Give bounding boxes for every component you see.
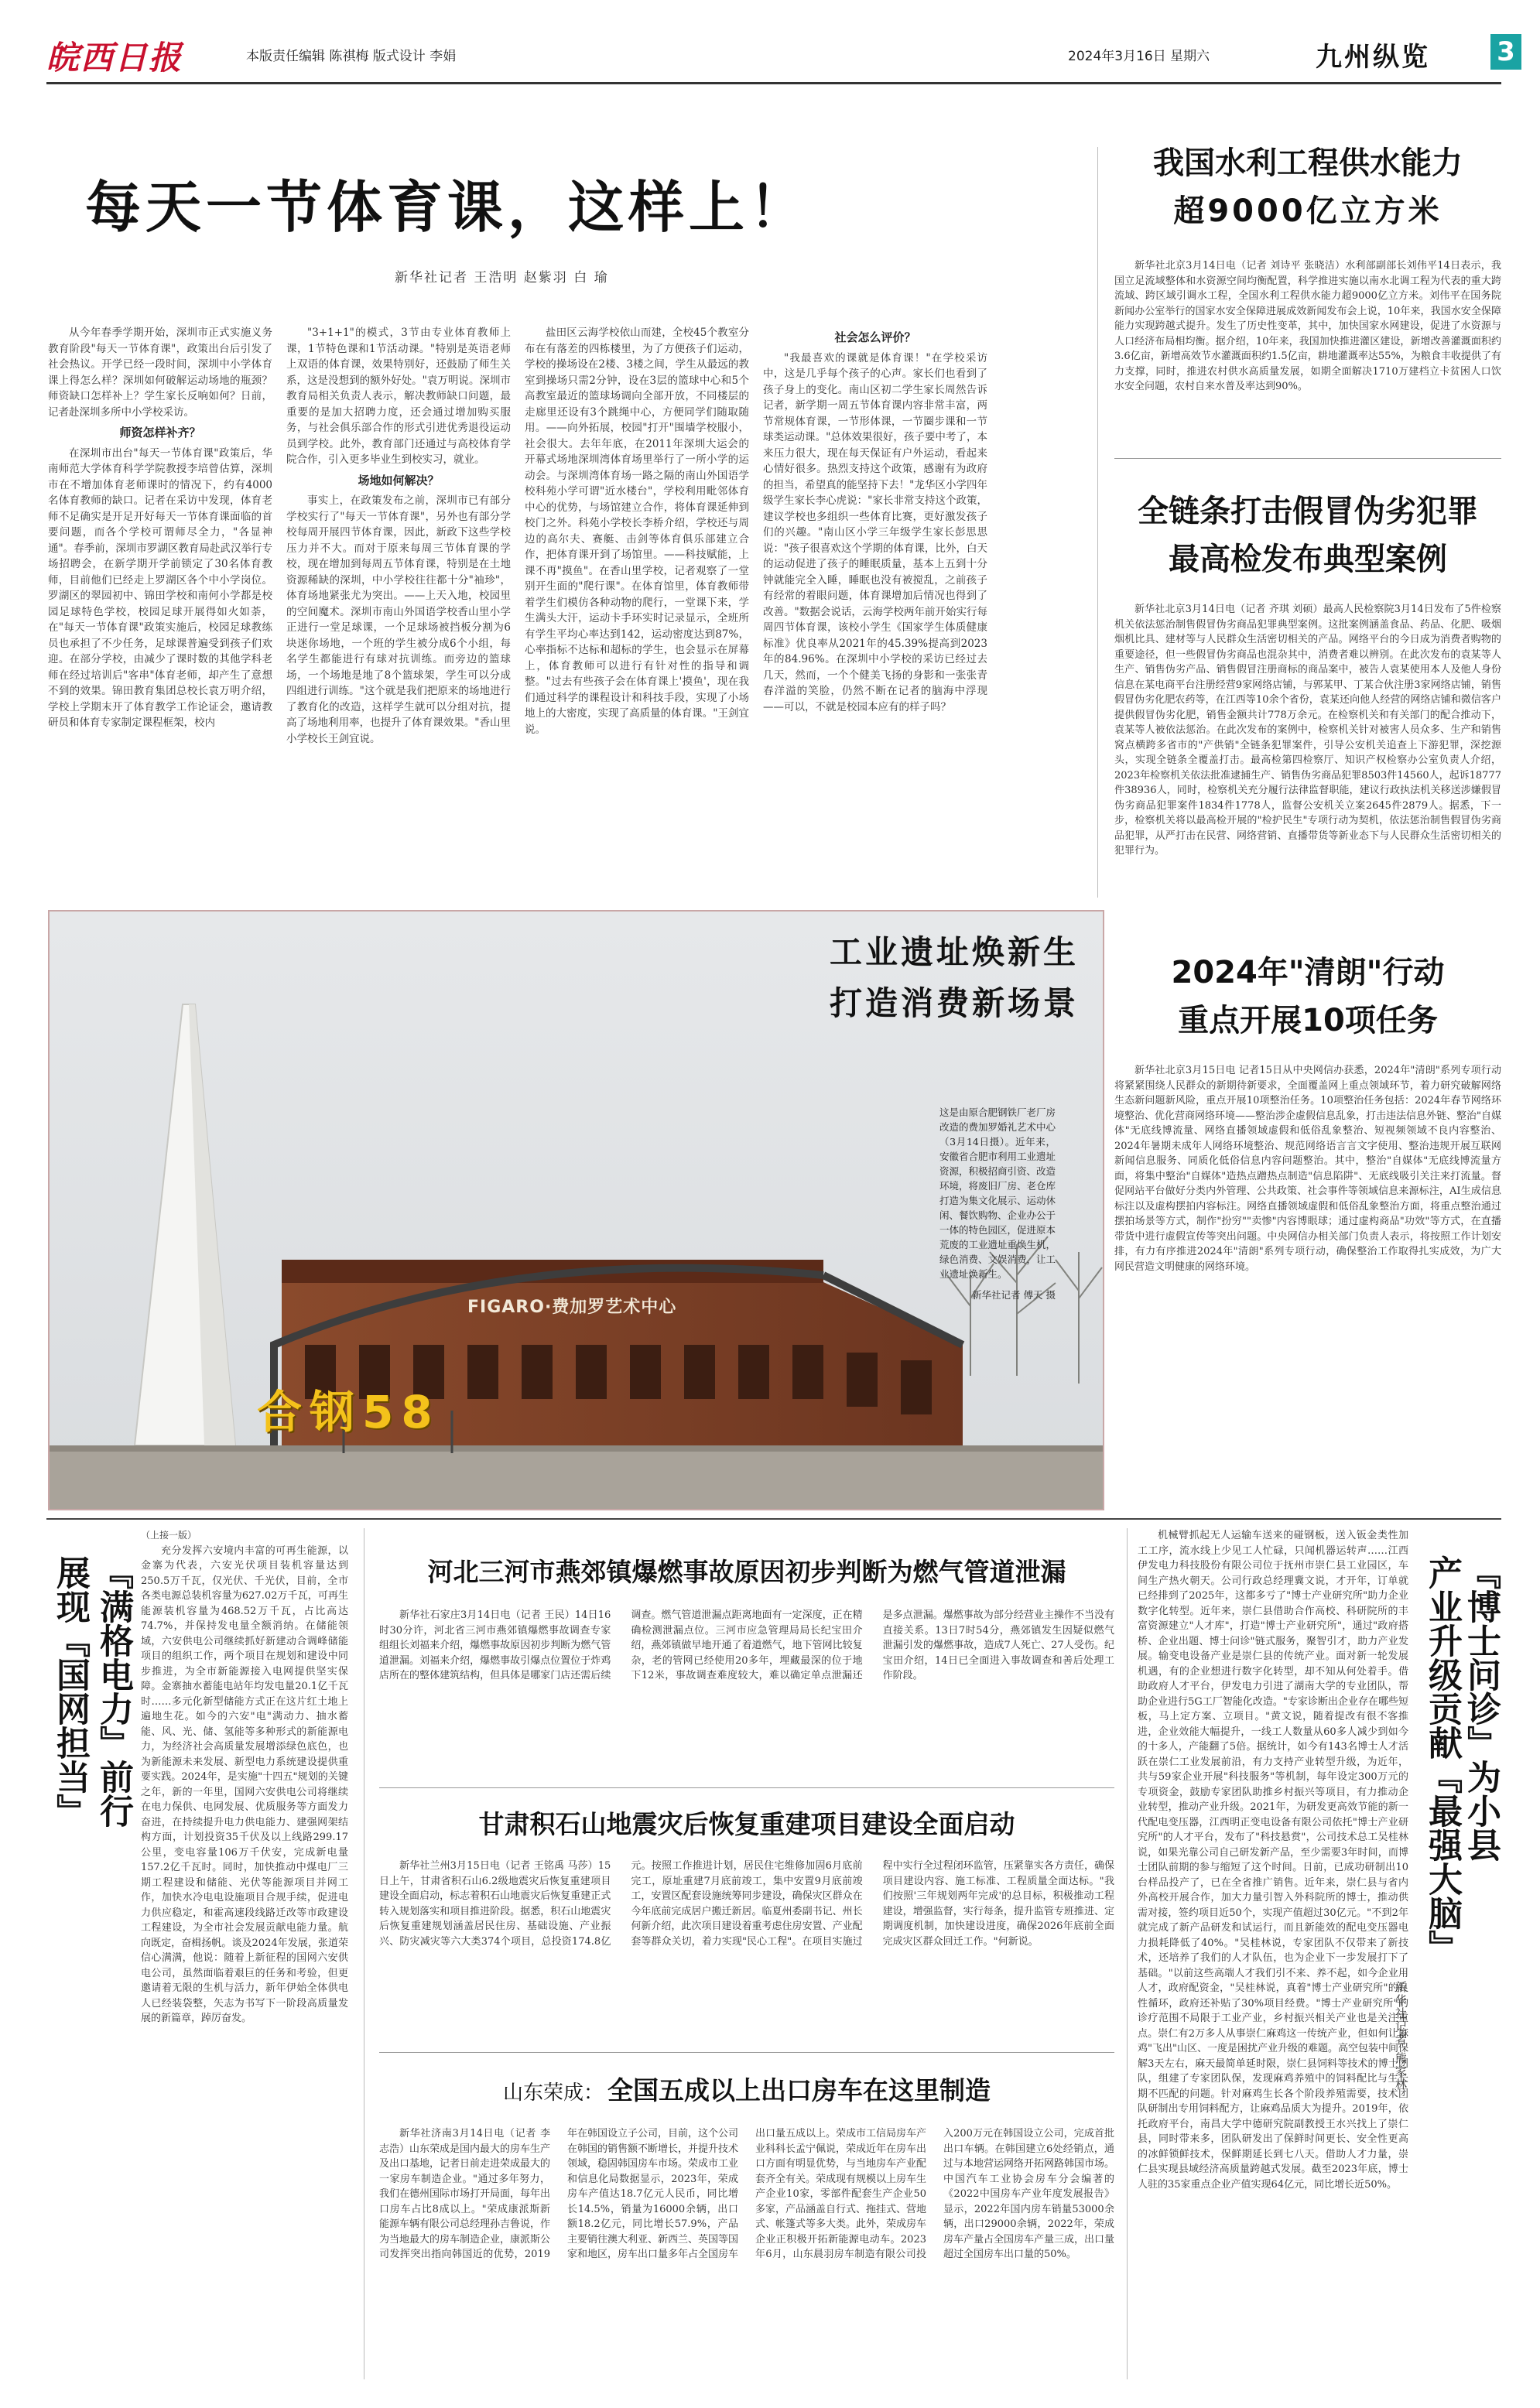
continued-note: （上接一版） (141, 1530, 197, 1541)
boshi-byline: 新华社记者 熊家林 (1394, 1981, 1408, 2092)
issue-date: 2024年3月16日 星期六 (1068, 49, 1210, 64)
lead-col-4: 社会怎么评价？ "我最喜欢的课就是体育课！"在学校采访中，这是几乎每个孩子的心声。家长们也看到了孩子身上的变化。南山区初二学生家长周然告诉记者，新学期一周五节体育课内容非常丰富，两节常规体育课，一节形体课，一节圈步课和一节球类运动课。"总体效果很好，孩子要中考了，本来压力很大，现在每天保证有户外运动，看起来心情好很多。热烈支持这个政策，感谢有为政府的担当，希望真的能坚持下去！"龙华区小学四年级学生家长李心虎说："家长非常支持这个政策，建议学校也多组织一些体育比赛，更好激发孩子们的兴趣。"南山区小学三年级学生家长彭思思说："孩子很喜欢这个学期的体育课，比外，白天的运动促进了孩子的睡眠质量，基本上五到十分钟就能完全入睡，睡眠也没有被搅乱，之前孩子有经常的着眼问题，体育课增加后情况也得到了改善。"数据会说话，云海学校两年前开始实行每周四节体育课，该校小学生《国家学生体质健康标准》优良率从2021年的45.39%提高到2023年的84.96%。在深圳中小学校的采访已经过去几天，然而，一个个健美飞扬的身影和一张张青春洋溢的笑脸，仍然不断在记者的脑海中浮现——可以，不就是校园本应有的样子吗？ (763, 330, 987, 713)
gansu-body: 新华社兰州3月15日电（记者 王铭禹 马莎）15日上午，甘肃省积石山6.2级地震灾后恢复重建项目建设全面启动，标志着积石山地震灾后恢复重建正式转入规划落实和项目推进阶段。据悉，积石山地震灾后恢复重建规划涵盖居民住房、基础设施、产业振兴、防灾减灾等六大类374个项目，总投资174.8亿元。按照工作推进计划，居民住宅维修加固6月底前完工，原址重建7月底前竣工，集中安置9月底前竣工，安置区配套设施统筹同步建设，确保灾区群众在今年底前完成居户搬迁新居。临夏州委副书记、州长何新介绍，此次项目建设着重考虑住房安置、产业配套等群众关切，着力实现"民心工程"。在项目实施过程中实行全过程闭环监管，压紧靠实各方责任，确保项目建设内容、施工标准、工程质量全面达标。"我们按照'三年规划两年完成'的总目标，积极推动工程建设，增强监督，实行每条，提升监管专班推进、定期调度机制，加快建设进度，确保2026年底前全面完成灾区群众回迁工作。"何新说。 (379, 1860, 1114, 1948)
rongcheng-body: 新华社济南3月14日电（记者 李志浩）山东荣成是国内最大的房车生产及出口基地，记者日前走进荣成最大的一家房车制造企业。"通过多年努力，我们在德州国际市场打开局面，每年出口房车占比8成以上。"荣成康派斯新能源车辆有限公司总经理孙吉鲁说，作为当地最大的房车制造企业，康派斯公司发挥突出指向韩国近的优势，2019年在韩国设立子公司，目前，这个公司在韩国的销售额不断增长，并提升技术领域，稳固韩国房车市场。荣成市工业和信息化局数据显示，2023年，荣成房车产值达18.7亿元人民币，同比增长14.5%，销量为16000余辆，出口额18.2亿元，同比增长57.9%，产品主要销往澳大利亚、新西兰、英国等国家和地区，房车出口量多年占全国房车出口量五成以上。荣成市工信局房车产业科科长孟宁佩说，荣成近年在房车出口方面有明显优势，与当地房车产业配套齐全有关。荣成现有规模以上房车生产企业10家，零部件配套生产企业50多家，产品涵盖自行式、拖挂式、营地式、帐篷式等多大类。此外，荣成房车企业正积极开拓新能源电动车。2023年6月，山东晨羽房车制造有限公司投入200万元在韩国设立公司，完成首批出口车辆。在韩国建立6处经销点，通过与本地营运网络开拓网路韩国市场。中国汽车工业协会房车分会编著的《2022中国房车产业年度发展报告》显示，2022年国内房车销量53000余辆，出口29000余辆，2022年，荣成房车产量占全国房车产量三成，出口量超过全国房车出口量的50%。 (379, 2128, 1114, 2260)
newspaper-logo: 皖西日报 (46, 39, 183, 77)
rongcheng-title (379, 2071, 1114, 2107)
building-sign: FIGARO·费加罗艺术中心 (467, 1298, 677, 1317)
sanhe-title: 河北三河市燕郊镇爆燃事故原因初步判断为燃气管道泄漏 (427, 1557, 1066, 1587)
water-body: 新华社北京3月14日电（记者 刘诗平 张晓洁）水利部副部长刘伟平14日表示，我国立足流域整体和水资源空间均衡配置，科学推进实施以南水北调工程为代表的重大跨流域、跨区域引调水工程，全国水利工程供水能力超9000亿立方米。刘伟平在国务院新闻办公室举行的国家水安全保障进展成效新闻发布会上说，10年来，我国水安全保障能力实现跨越式提升。发生了历史性变革，其中，加快国家水网建设，促进了水资源与人口经济布局相均衡。据介绍，10年来，我国加快推进灌区建设，新增改善灌溉面积约3.6亿亩，新增高效节水灌溉面积约1.5亿亩，耕地灌溉率达55%，为粮食丰收提供了有力支撑，同时，推进农村供水高质量发展，如期全面解决1710万建档立卡贫困人口饮水安全问题，农村自来水普及率达到90%。 (1114, 260, 1501, 392)
boshi-body: 机械臂抓起无人运输车送来的碰钢板，送入钣金类性加工工序，流水线上少见工人忙碌，只闻机器运转声……江西伊发电力科技股份有限公司位于抚州市崇仁县工业园区，车间生产热火朝天。公司行政总经理冀文说，才开年，订单就已经排到了2025年，这都多亏了"博士产业研究所"助力企业数字化转型。近年来，崇仁县借助合作高校、科研院所的丰富资源建立"人才库"，打造"博士产业研究所"，通过"政府搭桥、企业出题、博士问诊"链式服务，聚智引才，助力产业发展。输变电设备产业是崇仁县的传统产业。面对新一轮发展机遇，有的企业想进行数字化转型，却不知从何处着手。借助政府人才平台，伊发电力引进了湖南大学的专业团队，帮助企业进行5G工厂智能化改造。"专家诊断出企业存在哪些短板，马上定方案、立项目。"黄文说，随着提改有很不客推进，企业效能大幅提升，一线工人数量从60多人减少到如今的十多人，产能翻了5倍。据统计，如今有143名博士人才活跃在崇仁工业发展前沿，有力支持产业转型升级，为近年，共与59家企业开展"科技服务"等机制，每年设定300万元的专项资金，鼓励专家团队助推乡村振兴等项目，有力推动企业转型，推动产业升级。2021年，为研发更高效节能的新一代配电变压器，江西明正变电设备有限公司依托"博士产业研究所"的人才平台，发布了"科技悬赏"，公司技术总工吴桂林说，如果光靠公司自己研发新产品，至少需要3年时间，而博士团队前期的参与缩短了这个时间。日前，已成功研制出10台样品投产了，已在全省推广销售。近年来，崇仁县与省内外高校开展合作，加大力量引智入外科院所的博士，推动供需对接，签约项目近50个，实现产值超过30亿元。"不到2年就完成了新产品研发和试运行，而且新能效的配电变压器电力损耗降低了40%。"吴桂林说，专家团队不仅带来了新技术，还培养了我们的人才队伍，也为企业下一步发展打下了基础。"以前这些高端人才我们引不来、养不起，如今企业用人才，政府配资金，"吴桂林说，真着"博士产业研究所"的良性循环，政府还补贴了30%项目经费。"博士产业研究所"的诊疗范围不局限于工业产业，乡村振兴相关产业也是关注重点。崇仁有2万多人从事崇仁麻鸡这一传统产业，但如何让麻鸡"飞出"山区、一度是困扰产业升级的难题。高空包装中间保解3天左右，麻天最简单延时限，崇仁县饲料等技术的博士团队，组建了专家团队保，发现麻鸡养殖中的饲料配比与生长期不匹配的问题。针对麻鸡生长各个阶段养殖需要，技术团队研制出专用饲料配方，让麻鸡品质大为提升。2019年，依托政府平台，南昌大学中德研究院副教授王水兴找上了崇仁县，同时带来多，团队研发出了保鲜时间更长、安全性更高的冰鲜锁鲜技术，保鲜期延长到七八天。借助人才力量，崇仁县实现县域经济高质量跨越式发展。截至2023年底，博士人驻的35家重点企业产值实现64亿元，同比增长近50%。 (1138, 1530, 1408, 2191)
lead-byline: 新华社记者 王浩明 赵紫羽 白 瑜 (395, 270, 609, 286)
lead-col-1: 从今年春季学期开始，深圳市正式实施义务教育阶段"每天一节体育课"，政策出台后引发了社会热议。开学已经一段时间，深圳中小学体育课上得怎么样？深圳如何破解运动场地的瓶颈？师资缺口怎样补上？学生家长反响如何？日前，记者赴深圳多所中小学校采访。 师资怎样补齐？ 在深圳市出台"每天一节体育课"政策后，华南师范大学体育科学学院教授李培曾估算，深圳市在不增加体育老师课时的情况下，约有4000名体育教师的缺口。记者在采访中发现，体育老师不足确实是开足开好每天一节体育课面临的首要问题，而各个学校可谓师尽全力，"各显神通"。春季前，深圳市罗湖区教育局赴武汉举行专场招聘会，在新学期开学前锁定了30名体育教师，目前他们已经走上罗湖区各个中小学岗位。罗湖区的翠园初中、锦田学校和南何小学都是校园足球特色学校，校园足球开展得如火如荼，在"每天一节体育课"政策实施后，校园足球教练员也承担了不少任务，足球课普遍受到孩子们欢迎。在部分学校，由减少了课时数的其他学科老师在经过培训后"客串"体育老师，却产生了意想不到的效果。锦田教育集团总校长袁万明介绍，学校上学期末开了体育教学工作论证会，邀请教研员和体育专家制定课程框架，校内 (48, 327, 272, 729)
power-body: （上接一版） 充分发挥六安境内丰富的可再生能源，以金寨为代表，六安光伏项目装机容量达到250.5万千瓦，仅光伏、千光伏，目前，全市各类电源总装机容量为627.02万千瓦，可再生能源装机容量为468.52万千瓦，占比高达74.7%，并保持发电量全额消纳。在储能领域，六安供电公司继续抓好新建动合调峰储能项目的组织工作，两个项目在规划和建设中同步推进，为全市新能源接入电网提供坚实保障。金寨抽水蓄能电站年均发电量20.1亿千瓦时……多元化新型储能方式正在这片红土地上遍地生花。如今的六安"电"满动力、抽水蓄能、风、光、储、氢能等多种形式的新能源电力，为经济社会高质量发展增添绿色底色，也为新能源未来发展、新型电力系统建设提供重要实践。2024年，是实施"十四五"规划的关键之年，新的一年里，国网六安供电公司将继续在电力保供、电网发展、优质服务等方面发力奋进，在持续提升电力供电能力、建强网架结构方面，计划投资35千伏及以上线路299.17公里，变电容量106万千伏安，完成新电量157.2亿千瓦时。同时，加快推动中煤电厂三期工程建设和储能、光伏等能源项目并网工作，加快水冷电电设施项目合规手续，促进电力供应稳定，和霍高速段线路迁改等市政建设工程建设，为全市社会发展贡献电能力量。航向既定，奋楫扬帆。谈及2024年发展，张道荣信心满满，他说：随着上新征程的国网六安供电公司，虽然面临着艰巨的任务和考验，但更邀请着无限的生机与活力，新年伊始全体供电人已经装袋整，矢志为书写下一阶段高质量发展的新篇章，踔厉奋发。 (141, 1530, 348, 2024)
steel-sign: 合钢58 (257, 1386, 440, 1438)
lead-title: 每天一节体育课，这样上！ (85, 175, 810, 240)
water-title (1114, 139, 1501, 235)
subhead-evaluation: 社会怎么评价？ (834, 330, 916, 344)
photo-feature (48, 910, 1104, 1510)
fake-title (1114, 487, 1501, 583)
sanhe-body: 新华社石家庄3月14日电（记者 王民）14日16时30分许，河北省三河市燕郊镇爆燃事故调查专家组组长刘福来介绍，爆燃事故原因初步判断为燃气管道泄漏。刘福来介绍，爆燃事故引爆点位置位于炸鸡店所在的整体建筑结构，但具体是哪家门店还需后续调查。燃气管道泄漏点距离地面有一定深度，正在精确检测泄漏点位。三河市应急管理局局长纪宝田介绍，燕郊镇做早地开通了着道燃气，地下管网比较复杂，老的管网已经使用20多年，埋藏最深的位于地下12米，事故调查难度较大，难以确定单点泄漏还是多点泄漏。爆燃事故为部分经营业主操作不当没有直接关系。13日7时54分，燕郊镇发生因疑似燃气泄漏引发的爆燃事故，造成7人死亡、27人受伤。纪宝田介绍，14日已全面进入事故调查和善后处理工作阶段。 (379, 1609, 1114, 1681)
rongcheng-title-main: 全国五成以上出口房车在这里制造 (607, 2075, 991, 2105)
column-divider (1097, 147, 1098, 898)
qinglang-body: 新华社北京3月15日电 记者15日从中央网信办获悉，2024年"清朗"系列专项行动将紧紧围绕人民群众的新期待新要求，全面覆盖网上重点领域环节，着力研究破解网络生态新问题新风险，重点开展10项整治任务。10项整治任务包括：2024年春节网络环境整治、优化营商网络环境——整治涉企虚假信息乱象，打击违法信息外链、整治"自媒体"无底线博流量、网络直播领域虚假和低俗乱象整治、短视频领域不良内容整治、2024年暑期未成年人网络环境整治、规范网络语言言文字使用、整治违规开展互联网新闻信息服务、同质化低俗信息内容问题整治。其中，整治"自媒体"无底线博流量方面，将集中整治"自媒体"造热点蹭热点制造"信息陷阱"、无底线吸引关注来打流量。督促网站平台做好分类内外管理、公共政策、社会事件等领域信息来源标注，AI生成信息标注以及虚构摆拍内容标注。网络直播领域虚假和低俗乱象整治方面，将重点整治通过摆拍场景等方式，制作"扮穷""卖惨"内容博眼球；通过虚构商品"功效"等方式，在直播带货中进行虚假宣传等突出问题。中央网信办相关部门负责人表示，将按照工作计划安排，有力有序推进2024年"清朗"系列专项行动，确保整治工作取得扎实成效，为广大网民营造文明健康的网络环境。 (1114, 1065, 1501, 1273)
power-title-part-1: 『满格电力』前行 (94, 1555, 133, 1828)
gansu-title: 甘肃积石山地震灾后恢复重建项目建设全面启动 (478, 1809, 1015, 1839)
fake-title-line-2: 最高检发布典型案例 (1169, 542, 1447, 577)
boshi-title-part-1: 『博士问诊』为小县 (1461, 1555, 1501, 1862)
qinglang-title (1114, 949, 1501, 1045)
boshi-vertical-title (1422, 1555, 1500, 2329)
lead-col-2: "3+1+1"的模式，3节由专业体育教师上课，1节特色课和1节活动课。"特别是英语老师上双语的体育课，效果特别好，还鼓励了师生关系，这是没想到的额外好处。"袁万明说。深圳市教育局相关负责人表示，解决教师缺口问题，最重要的是加大招聘力度，还会通过增加购买服务，与社会俱乐部合作的形式引进优秀退役运动员到学校。此外，教育部门还通过与高校体育学院合作，引入更多毕业生到校实习，就业。 场地如何解决？ 事实上，在政策发布之前，深圳市已有部分学校实行了"每天一节体育课"，另外也有部分学校每周开展四节体育课，因此，新政下这些学校压力并不大。而对于原来每周三节体育课的学校，现在增加到每周五节体育课，特别是在土地资源稀缺的深圳，中小学校往往都十分"袖珍"，体育场地紧张尤为突出。——上天入地，校园里的空间魔术。深圳市南山外国语学校香山里小学正进行一堂足球课，一个足球场被挡板分割为6块迷你场地，一个班的学生被分成6个小组，每名学生都能进行有球对抗训练。而旁边的篮球场，一个场地是地了8个篮球架，学生可以分成四组进行训练。"这个就是我们把原来的场地进行了教育化的改造，这样学生就可以分组对抗，提高了场地利用率，也提升了体育课效果。"香山里小学校长王剑宜说。 (286, 327, 511, 745)
rongcheng-title-prefix: 山东荣成： (502, 2081, 604, 2105)
qinglang-title-line-2: 重点开展10项任务 (1178, 1003, 1438, 1038)
photo-title-line-1: 工业遗址焕新生 (829, 933, 1079, 971)
power-title-part-2: 展现『国网担当』 (50, 1555, 90, 1828)
photo-credit: 新华社记者 傅天 摄 (972, 1289, 1056, 1301)
editor-credits: 本版责任编辑 陈祺梅 版式设计 李娟 (246, 49, 457, 64)
page-number: 3 (1490, 34, 1521, 70)
photo-title (676, 927, 1079, 1029)
fake-body: 新华社北京3月14日电（记者 齐琪 刘硕）最高人民检察院3月14日发布了5件检察机关依法惩治制售假冒伪劣商品犯罪典型案例。这批案例涵盖食品、药品、化肥、吸烟烟机比具、建材等与人民群众生活密切相关的产品。网络平台的今日成为消费者购物的重要途径，但一些假冒伪劣商品也混杂其中，消费者难以辨别。在此次发布的袁某等人生产、销售伪劣产品、销售假冒注册商标的商品案中，被告人袁某使用本人及他人身份信息在某电商平台注册经营9家网络店铺，与郭某甲、丁某合伙注册3家网络店铺，销售假冒伪劣化肥农药等，在江西等10余个省份，袁某还向他人经营的网络店铺和微信客户提供假冒伪劣化肥，销售金额共计778万余元。在检察机关和有关部门的配合推动下，袁某等人被依法惩治。在此次发布的案例中，检察机关针对被害人员众多、生产和销售窝点横跨多省市的"产供销"全链条犯罪案件，引导公安机关追查上下游犯罪，深挖源头，实现全链条全覆盖打击。最高检第四检察厅、知识产权检察办公室负责人介绍，2023年检察机关依法批准逮捕生产、销售伪劣商品犯罪8503件14560人，起诉18777件38936人，同时，检察机关充分履行法律监督职能，建议行政执法机关移送涉嫌假冒伪劣商品犯罪案件1834件1778人，监督公安机关立案2645件2879人。据悉，下一步，检察机关将以最高检开展的"检护民生"专项行动为契机，依法惩治制售假冒伪劣商品犯罪，从严打击在民营、网络营销、直播带货等新业态下与人民群众生活密切相关的犯罪行为。 (1114, 604, 1501, 857)
masthead (46, 31, 1515, 84)
section-rule (379, 2052, 1114, 2053)
boshi-title-part-2: 产业升级贡献『最强大脑』 (1422, 1555, 1462, 1964)
horizontal-rule (46, 1518, 1501, 1520)
section-rule (379, 1787, 1114, 1788)
fake-title-line-1: 全链条打击假冒伪劣犯罪 (1138, 494, 1478, 529)
water-title-line-1: 我国水利工程供水能力 (1153, 145, 1463, 181)
lead-col-3: 盐田区云海学校依山而建，全校45个教室分布在有落差的四栋楼里，为了方便孩子们运动，学校的操场设在2楼、3楼之间，学生从最远的教室到操场只需2分钟，设在3层的篮球中心和5个高教室最近的篮球场调向全部开放，不同楼层的走廊里还设有3个跳绳中心，方便同学们随取随用。——向外拓展，校园"打开"围墙学校服小，社会很大。去年年底，在2011年深圳大运会的开幕式场地深圳湾体育场里举行了一所小学的运动会。与深圳湾体育场一路之隔的南山外国语学校科苑小学可谓"近水楼台"，学校利用毗邻体育中心的优势，与场馆建立合作，将体育课延伸到校门之外。科苑小学校长李桥介绍，学校还与周边的高尔夫、赛艇、击剑等体育俱乐部建立合作，把体育课开到了场馆里。——科技赋能，上课不再"摸鱼"。在香山里学校，记者观察了一堂别开生面的"爬行课"。在体育馆里，体育教师带着学生们模仿各种动物的爬行，一堂课下来，学生满头大汗，运动卡手环实时记录显示，全班所有学生平均心率达到142，运动密度达到87%，心率指标不达标和超标的学生，也会显示在屏幕上，体育教师可以进行有针对性的指导和调整。"过去有些孩子会在体育课上'摸鱼'，现在我们通过科学的课程设计和科技手段，实现了小场地上的大密度，实现了高质量的体育课。"王剑宜说。 (525, 327, 749, 736)
subhead-venues: 场地如何解决？ (358, 473, 440, 487)
section-name: 九州纵览 (1316, 42, 1430, 73)
water-title-line-2: 超9000亿立方米 (1173, 193, 1442, 229)
photo-caption: 这是由原合肥钢铁厂老厂房改造的费加罗婚礼艺术中心（3月14日摄）。近年来，安徽省合肥市利用工业遗址资源，积极招商引资、改造环境，将废旧厂房、老仓库打造为集文化展示、运动休闲、餐饮购物、企业办公于一体的特色园区，促进原本荒废的工业遗址重焕生机，绿色消费、文娱消费，让工业遗址焕新生。 新华社记者 傅天 摄 (939, 1107, 1056, 1301)
power-vertical-title (48, 1555, 135, 2337)
qinglang-title-line-1: 2024年"清朗"行动 (1171, 955, 1445, 990)
subhead-teachers: 师资怎样补齐？ (119, 426, 201, 440)
photo-title-line-2: 打造消费新场景 (829, 984, 1079, 1022)
section-rule (1114, 458, 1501, 459)
column-divider (1127, 1528, 1128, 2379)
